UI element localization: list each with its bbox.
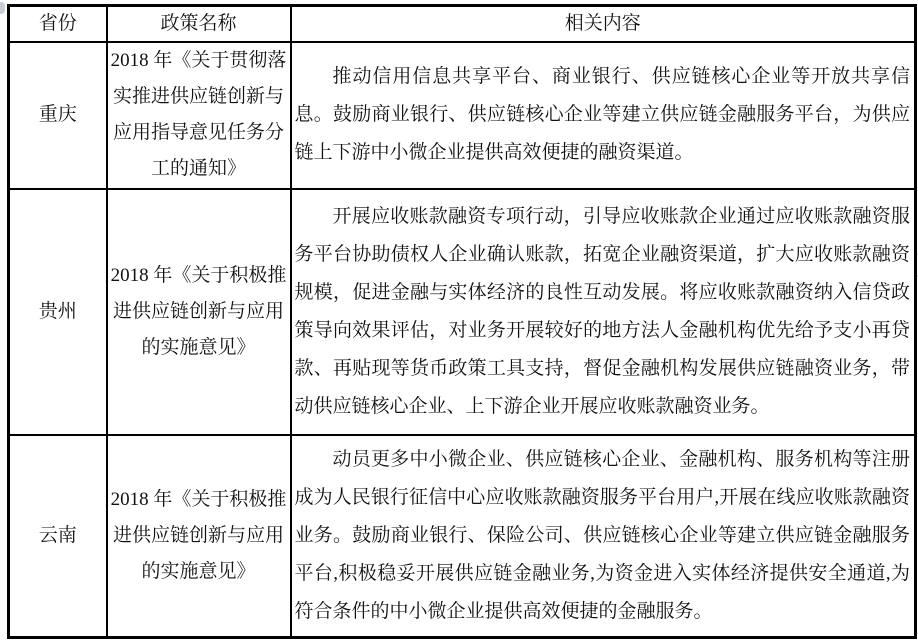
table-row-guizhou xyxy=(9,189,916,435)
policy-name-cell: 2018 年《关于贯彻落实推进供应链创新与应用指导意见任务分工的通知》 xyxy=(107,42,291,189)
related-content-text: 推动信用信息共享平台、商业银行、供应链核心企业等开放共享信息。鼓励商业银行、供应链核心企业等建立供应链金融服务平台，为供应链上下游中小微企业提供高效便捷的融资渠道。 xyxy=(294,66,910,163)
policy-name-cell: 2018 年《关于积极推进供应链创新与应用的实施意见》 xyxy=(107,435,291,638)
related-content-text: 开展应收账款融资专项行动，引导应收账款企业通过应收账款融资服务平台协助债权人企业确认账款，拓宽企业融资渠道，扩大应收账款融资规模，促进金融与实体经济的良性互动发展。将应收账款融资纳入信贷政策导向效果评估，对业务开展较好的地方法人金融机构优先给予支小再贷款、再贴现等货币政策工具支持，督促金融机构发展供应链融资业务，带动供应链核心企业、上下游企业开展应收账款融资业务。 xyxy=(294,205,910,417)
province-cell: 贵州 xyxy=(9,189,107,435)
header-cell-related-content: 相关内容 xyxy=(291,6,916,42)
table-row-chongqing xyxy=(9,42,916,189)
table-row-yunnan xyxy=(9,435,916,638)
table-header-row xyxy=(9,6,916,42)
province-cell: 云南 xyxy=(9,435,107,638)
related-content-cell xyxy=(291,189,916,435)
related-content-text: 动员更多中小微企业、供应链核心企业、金融机构、服务机构等注册成为人民银行征信中心应收账款融资服务平台用户,开展在线应收账款融资业务。鼓励商业银行、保险公司、供应链核心企业等建立供应链金融服务平台,积极稳妥开展供应链金融业务,为资金进入实体经济提供安全通道,为符合条件的中小微企业提供高效便捷的金融服务。 xyxy=(294,448,910,622)
header-cell-province: 省份 xyxy=(9,6,107,42)
policy-name-cell: 2018 年《关于积极推进供应链创新与应用的实施意见》 xyxy=(107,189,291,435)
related-content-cell xyxy=(291,42,916,189)
related-content-cell xyxy=(291,435,916,638)
header-cell-policy-name: 政策名称 xyxy=(107,6,291,42)
scrollbar-remnant-artifact xyxy=(0,2,5,14)
province-cell: 重庆 xyxy=(9,42,107,189)
policy-table xyxy=(7,4,917,639)
